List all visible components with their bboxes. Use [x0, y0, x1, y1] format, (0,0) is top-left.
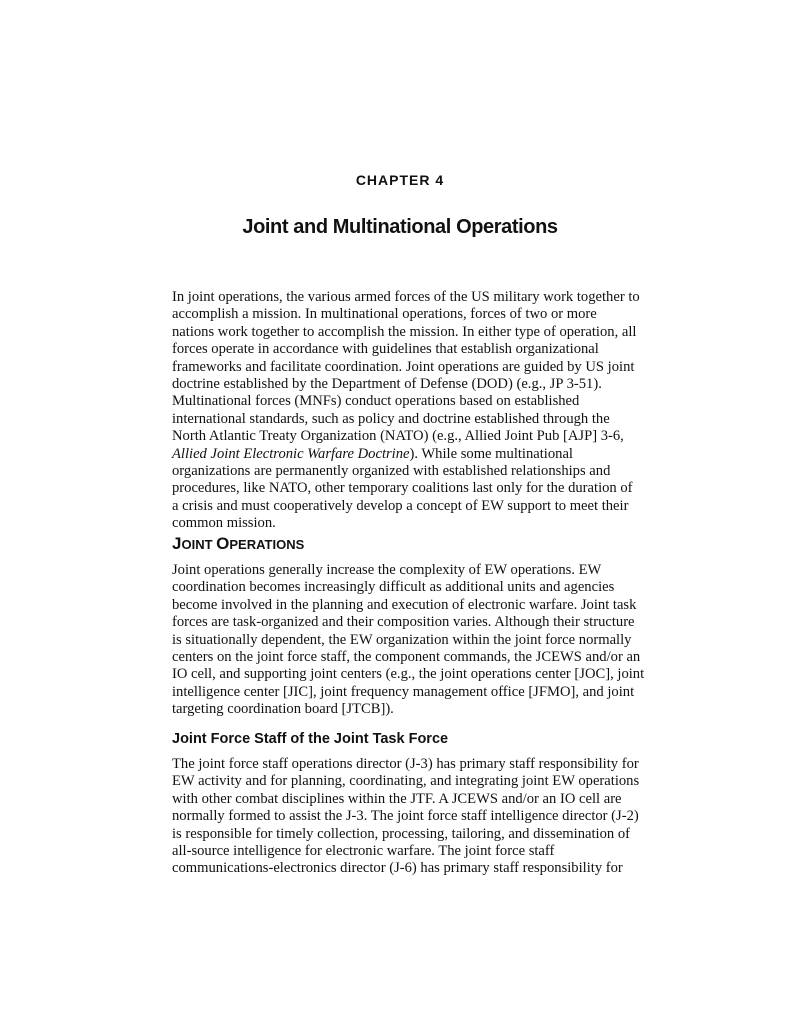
heading-smallcaps-perations: PERATIONS: [229, 537, 305, 552]
subsection-heading-jtf-staff: Joint Force Staff of the Joint Task Force: [172, 731, 449, 747]
intro-text-part-1: In joint operations, the various armed forces of the US military work together to accomplish a mission. In multinational operations, forces of two or more nations work together to accomplish the mission. In either type of operation, all forces operate in accordance with guidelines that establish organizational frameworks and facilitate coordination. Joint operations are guided by US joint doctrine established by the Department of Defense (DOD) (e.g., JP 3-51). Multinational forces (MNFs) conduct operations based on established international standards, such as policy and doctrine established through the North Atlantic Treaty Organization (NATO) (e.g., Allied Joint Pub [AJP] 3-6,: [172, 289, 640, 445]
heading-initial-o: O: [216, 534, 230, 553]
section-heading-joint-operations: [172, 534, 304, 554]
chapter-title: Joint and Multinational Operations: [242, 216, 558, 238]
joint-operations-paragraph: Joint operations generally increase the complexity of EW operations. EW coordination becomes increasingly difficult as additional units and agencies become involved in the planning and execution of electronic warfare. Joint task forces are task-organized and their composition varies. Although their structure is situationally dependent, the EW organization within the joint force normally centers on the joint force staff, the component commands, the JCEWS and/or an IO cell, and supporting joint centers (e.g., the joint operations center [JOC], joint intelligence center [JIC], joint frequency management office [JFMO], and joint targeting coordination board [JTCB]).: [172, 562, 645, 718]
heading-smallcaps-oint: OINT: [181, 537, 217, 552]
intro-text-part-2: ). While some multinational organizations are permanently organized with established relationships and procedures, like NATO, other temporary coalitions last only for the duration of a crisis and must cooperatively develop a concept of EW support to meet their common mission.: [172, 445, 633, 532]
chapter-label: CHAPTER 4: [355, 172, 445, 188]
heading-initial-j: J: [172, 534, 182, 553]
jtf-staff-paragraph: The joint force staff operations director (J-3) has primary staff responsibility for EW activity and for planning, coordinating, and integrating joint EW operations with other combat disciplines within the JTF. A JCEWS and/or an IO cell are normally formed to assist the J-3. The joint force staff intelligence director (J-2) is responsible for timely collection, processing, tailoring, and dissemination of all-source intelligence for electronic warfare. The joint force staff communications-electronics director (J-6) has primary staff responsibility for: [172, 756, 640, 877]
intro-paragraph: [172, 289, 642, 533]
intro-italic-doctrine-title: Allied Joint Electronic Warfare Doctrine: [172, 445, 410, 462]
